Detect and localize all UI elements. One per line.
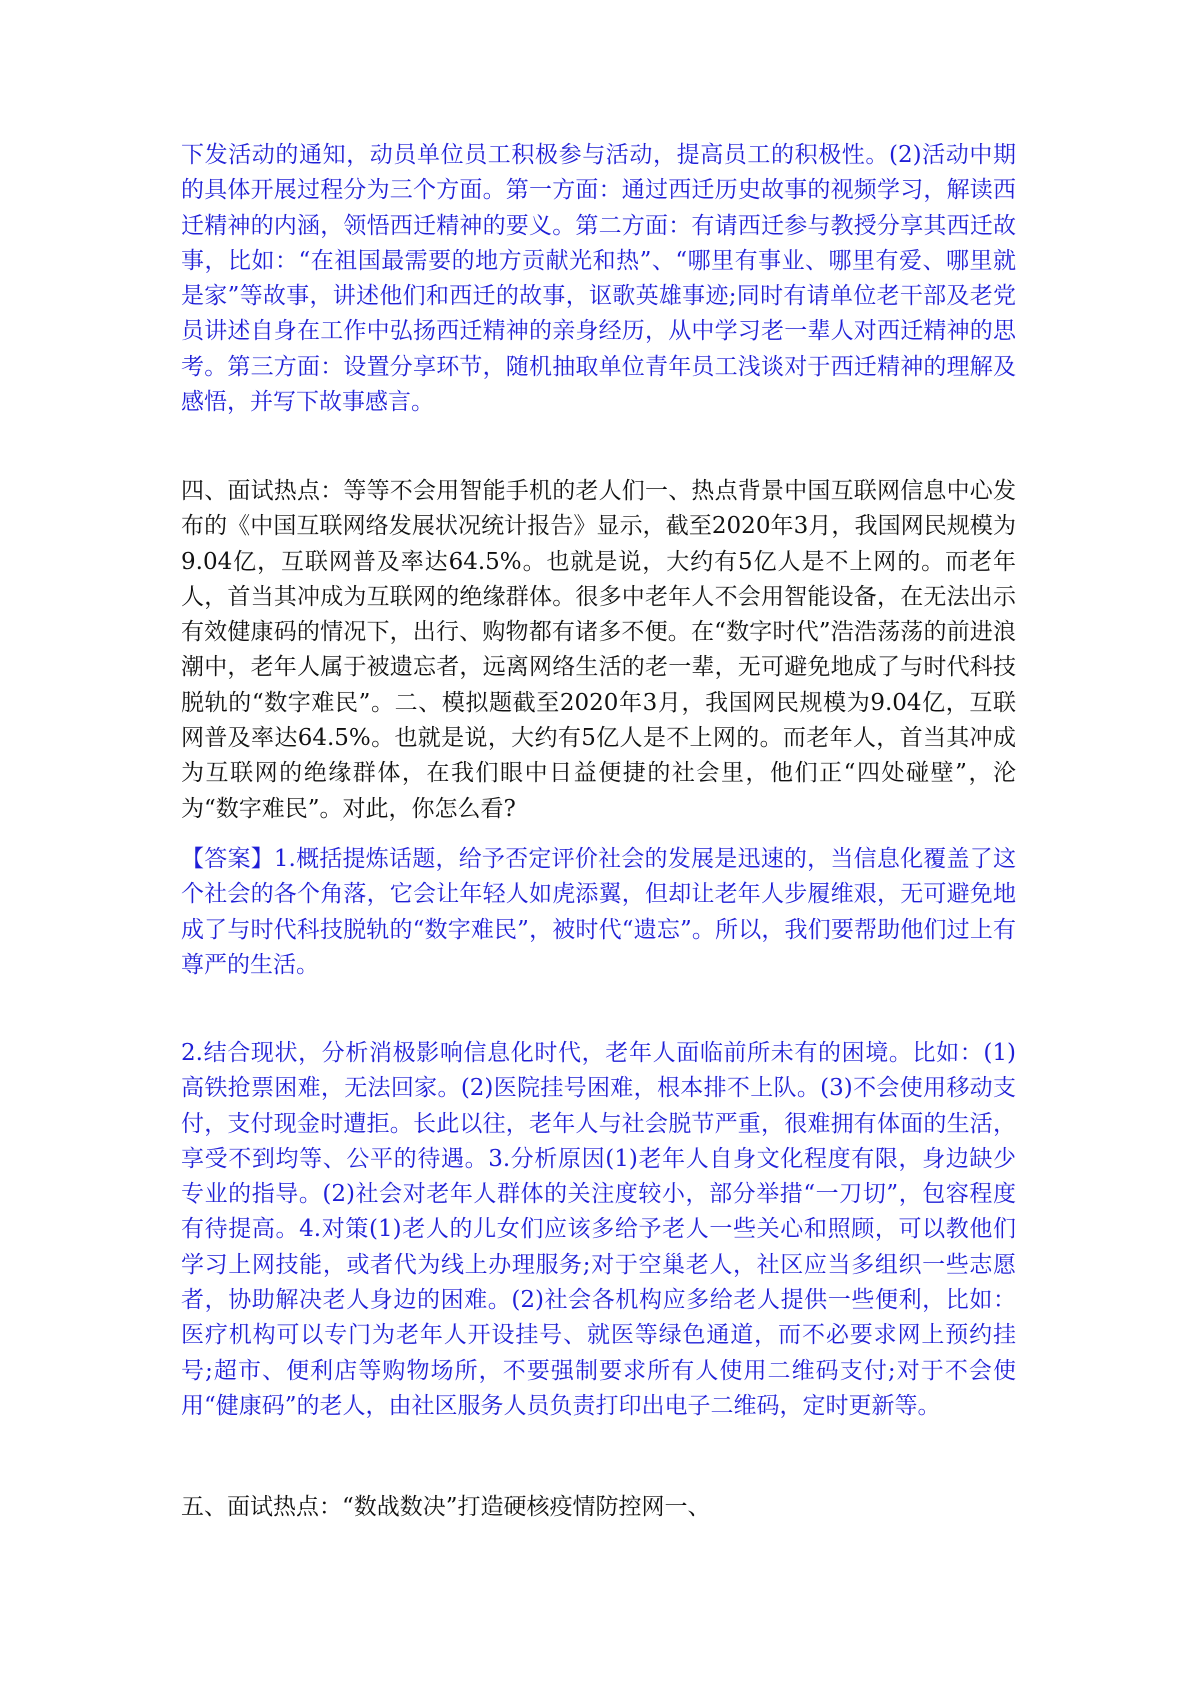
answer-paragraph-activity-process: 下发活动的通知，动员单位员工积极参与活动，提高员工的积极性。(2)活动中期的具体开展过程分为三个方面。第一方面：通过西迁历史故事的视频学习，解读西迁精神的内涵，领悟西迁精神的要义。第二方面：有请西迁参与教授分享其西迁故事，比如：“在祖国最需要的地方贡献光和热”、“哪里有事业、哪里有爱、哪里就是家”等故事，讲述他们和西迁的故事，讴歌英雄事迹;同时有请单位老干部及老党员讲述自身在工作中弘扬西迁精神的亲身经历，从中学习老一辈人对西迁精神的思考。第三方面：设置分享环节，随机抽取单位青年员工浅谈对于西迁精神的理解及感悟，并写下故事感言。 bbox=[181, 142, 1016, 416]
answer-paragraph-part-one: 【答案】1.概括提炼话题，给予否定评价社会的发展是迅速的，当信息化覆盖了这个社会的各个角落，它会让年轻人如虎添翼，但却让老年人步履维艰，无可避免地成了与时代科技脱轨的“数字难民”，被时代“遗忘”。所以，我们要帮助他们过上有尊严的生活。 bbox=[181, 846, 1016, 978]
answer-paragraph-part-two: 2.结合现状，分析消极影响信息化时代，老年人面临前所未有的困境。比如：(1)高铁抢票困难，无法回家。(2)医院挂号困难，根本排不上队。(3)不会使用移动支付，支付现金时遭拒。长此以往，老年人与社会脱节严重，很难拥有体面的生活，享受不到均等、公平的待遇。3.分析原因(1)老年人自身文化程度有限，身边缺少专业的指导。(2)社会对老年人群体的关注度较小，部分举措“一刀切”，包容程度有待提高。4.对策(1)老人的儿女们应该多给予老人一些关心和照顾，可以教他们学习上网技能，或者代为线上办理服务;对于空巢老人，社区应当多组织一些志愿者，协助解决老人身边的困难。(2)社会各机构应多给老人提供一些便利，比如：医疗机构可以专门为老年人开设挂号、就医等绿色通道，而不必要求网上预约挂号;超市、便利店等购物场所，不要强制要求所有人使用二维码支付;对于不会使用“健康码”的老人，由社区服务人员负责打印出电子二维码，定时更新等。 bbox=[181, 1040, 1016, 1419]
question-paragraph-five: 五、面试热点：“数战数决”打造硬核疫情防控网一、 bbox=[181, 1494, 711, 1520]
question-paragraph-four: 四、面试热点：等等不会用智能手机的老人们一、热点背景中国互联网信息中心发布的《中国互联网络发展状况统计报告》显示，截至2020年3月，我国网民规模为9.04亿，互联网普及率达64.5%。也就是说，大约有5亿人是不上网的。而老年人，首当其冲成为互联网的绝缘群体。很多中老年人不会用智能设备，在无法出示有效健康码的情况下，出行、购物都有诸多不便。在“数字时代”浩浩荡荡的前进浪潮中，老年人属于被遗忘者，远离网络生活的老一辈，无可避免地成了与时代科技脱轨的“数字难民”。二、模拟题截至2020年3月，我国网民规模为9.04亿，互联网普及率达64.5%。也就是说，大约有5亿人是不上网的。而老年人，首当其冲成为互联网的绝缘群体，在我们眼中日益便捷的社会里，他们正“四处碰壁”，沦为“数字难民”。对此，你怎么看? bbox=[181, 478, 1016, 822]
